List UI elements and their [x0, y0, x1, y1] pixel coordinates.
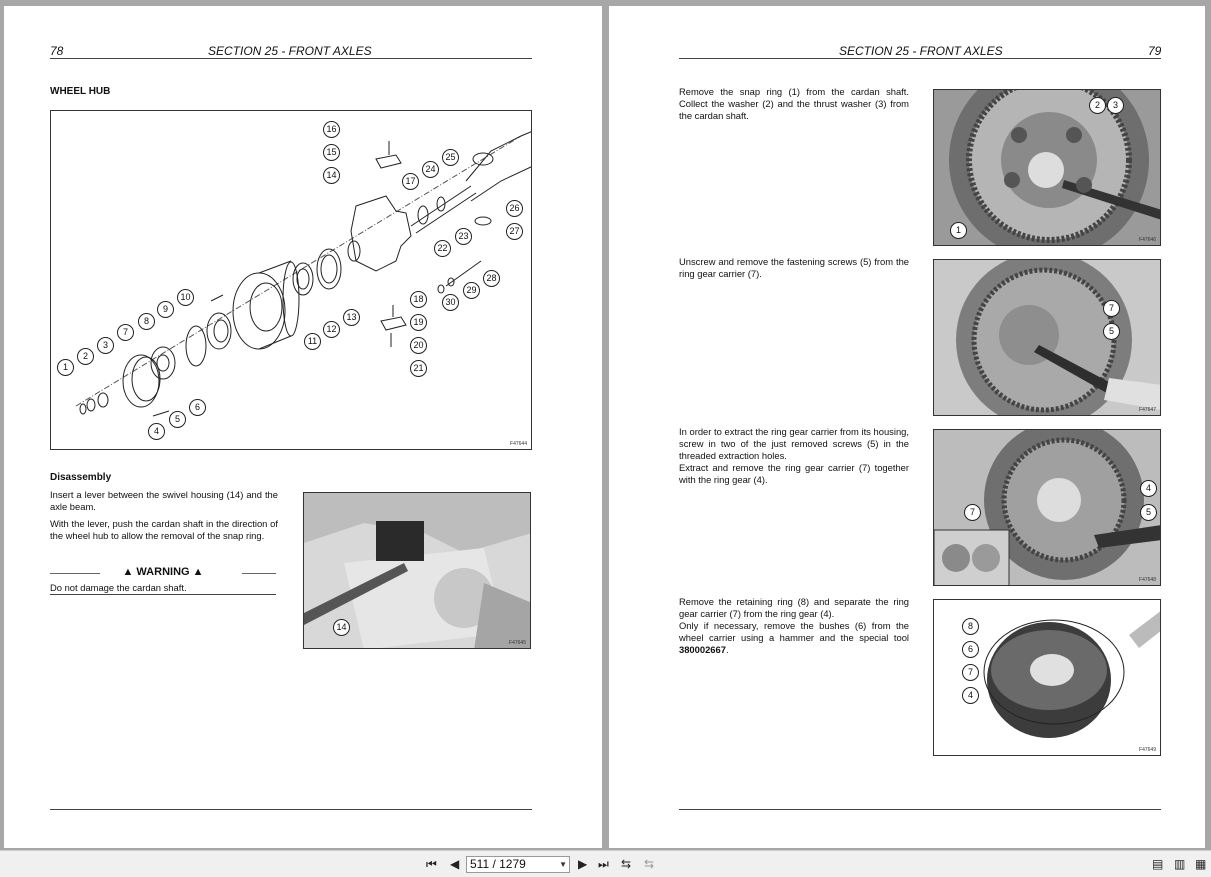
- page-number-left: 78: [50, 44, 64, 58]
- callout-5: 5: [1103, 323, 1120, 340]
- callout-29: 29: [463, 282, 480, 299]
- snap-ring-photo-drawing: [934, 90, 1161, 246]
- callout-7: 7: [962, 664, 979, 681]
- step-extract-carrier: In order to extract the ring gear carrier from its housing, screw in two of the just removed screws (5) in the threaded extraction holes.: [679, 426, 909, 461]
- callout-5: 5: [169, 411, 186, 428]
- continuous-view-icon[interactable]: ▥: [1174, 857, 1186, 871]
- callout-24: 24: [422, 161, 439, 178]
- callout-25: 25: [442, 149, 459, 166]
- callout-1: 1: [950, 222, 967, 239]
- figure-code: F47646: [1139, 237, 1156, 243]
- callout-15: 15: [323, 144, 340, 161]
- period: .: [725, 644, 729, 655]
- callout-5: 5: [1140, 504, 1157, 521]
- warning-text: Do not damage the cardan shaft.: [50, 582, 187, 593]
- callout-16: 16: [323, 121, 340, 138]
- callout-4: 4: [1140, 480, 1157, 497]
- step-remove-bushes-text: Only if necessary, remove the bushes (6) from the wheel carrier using a hammer and the special tool: [679, 620, 909, 643]
- callout-21: 21: [410, 360, 427, 377]
- section-title-left: SECTION 25 - FRONT AXLES: [208, 44, 372, 58]
- paragraph-cardan-push: With the lever, push the cardan shaft in the direction of the wheel hub to allow the removal of the snap ring.: [50, 518, 278, 541]
- exploded-drawing: [51, 111, 532, 450]
- callout-22: 22: [434, 240, 451, 257]
- callout-23: 23: [455, 228, 472, 245]
- viewer-toolbar: [0, 850, 1211, 877]
- step-fastening-screws: Unscrew and remove the fastening screws (5) from the ring gear carrier (7).: [679, 256, 909, 279]
- callout-27: 27: [506, 223, 523, 240]
- screws-photo-drawing: [934, 260, 1161, 416]
- callout-18: 18: [410, 291, 427, 308]
- callout-6: 6: [962, 641, 979, 658]
- callout-2: 2: [1089, 97, 1106, 114]
- callout-4: 4: [962, 687, 979, 704]
- callout-13: 13: [343, 309, 360, 326]
- page-number-input[interactable]: [466, 856, 570, 873]
- next-page-icon[interactable]: ▶: [578, 857, 588, 871]
- callout-10: 10: [177, 289, 194, 306]
- exploded-diagram: [50, 110, 532, 450]
- warning-rule: [50, 594, 276, 595]
- callout-14-photo: 14: [333, 619, 350, 636]
- figure-code: F47644: [510, 441, 527, 447]
- callout-6: 6: [189, 399, 206, 416]
- callout-12: 12: [323, 321, 340, 338]
- section-title-right: SECTION 25 - FRONT AXLES: [839, 44, 1003, 58]
- callout-7: 7: [964, 504, 981, 521]
- callout-3: 3: [1107, 97, 1124, 114]
- callout-8: 8: [962, 618, 979, 635]
- callout-7: 7: [1103, 300, 1120, 317]
- disassembly-title: Disassembly: [50, 472, 112, 483]
- callout-28: 28: [483, 270, 500, 287]
- callout-17: 17: [402, 173, 419, 190]
- paragraph-lever: Insert a lever between the swivel housing (14) and the axle beam.: [50, 489, 278, 512]
- step-remove-bushes: [679, 620, 909, 656]
- callout-14: 14: [323, 167, 340, 184]
- callout-4: 4: [148, 423, 165, 440]
- photo-swivel-housing: [303, 492, 531, 649]
- photo-snap-ring: [933, 89, 1161, 246]
- warning-label-row: [50, 566, 276, 578]
- figure-code: F47648: [1139, 577, 1156, 583]
- header-rule: [50, 58, 532, 59]
- figure-code: F47647: [1139, 407, 1156, 413]
- footer-rule: [679, 809, 1161, 810]
- callout-26: 26: [506, 200, 523, 217]
- callout-30: 30: [442, 294, 459, 311]
- facing-view-icon[interactable]: ▦: [1195, 857, 1207, 871]
- photo-retaining-ring: [933, 599, 1161, 756]
- callout-7: 7: [117, 324, 134, 341]
- header-rule: [679, 58, 1161, 59]
- callout-11: 11: [304, 333, 321, 350]
- callout-3: 3: [97, 337, 114, 354]
- step-retaining-ring: Remove the retaining ring (8) and separate the ring gear carrier (7) from the ring gear (4).: [679, 596, 909, 619]
- heading-wheel-hub: WHEEL HUB: [50, 86, 111, 97]
- callout-20: 20: [410, 337, 427, 354]
- photo-ring-gear-carrier: [933, 429, 1161, 586]
- dropdown-arrow-icon[interactable]: ▼: [559, 860, 567, 869]
- right-page: [609, 6, 1205, 848]
- go-back-icon[interactable]: ⇆: [621, 857, 632, 871]
- figure-code: F47649: [1139, 747, 1156, 753]
- page-indicator: 511 / 1279: [470, 857, 526, 871]
- first-page-icon[interactable]: ⏮: [426, 857, 437, 871]
- callout-2: 2: [77, 348, 94, 365]
- step-snap-ring: Remove the snap ring (1) from the cardan shaft. Collect the washer (2) and the thrust washer (3) from the cardan shaft.: [679, 86, 909, 121]
- callout-8: 8: [138, 313, 155, 330]
- callout-9: 9: [157, 301, 174, 318]
- footer-rule: [50, 809, 532, 810]
- single-page-view-icon[interactable]: ▤: [1152, 857, 1164, 871]
- special-tool-number: 380002667: [679, 644, 726, 655]
- figure-code: F47645: [509, 640, 526, 646]
- photo-fastening-screws: [933, 259, 1161, 416]
- left-page: [4, 6, 602, 848]
- warning-label: WARNING: [136, 566, 190, 578]
- page-number-right: 79: [1148, 44, 1162, 58]
- last-page-icon[interactable]: ⏭: [598, 857, 609, 871]
- warning-triangle-icon: ▲: [192, 566, 204, 578]
- step-remove-carrier: Extract and remove the ring gear carrier (7) together with the ring gear (4).: [679, 462, 909, 485]
- prev-page-icon[interactable]: ◀: [450, 857, 460, 871]
- warning-triangle-icon: ▲: [122, 566, 134, 578]
- callout-19: 19: [410, 314, 427, 331]
- go-forward-icon[interactable]: ⇆: [644, 857, 655, 871]
- callout-1: 1: [57, 359, 74, 376]
